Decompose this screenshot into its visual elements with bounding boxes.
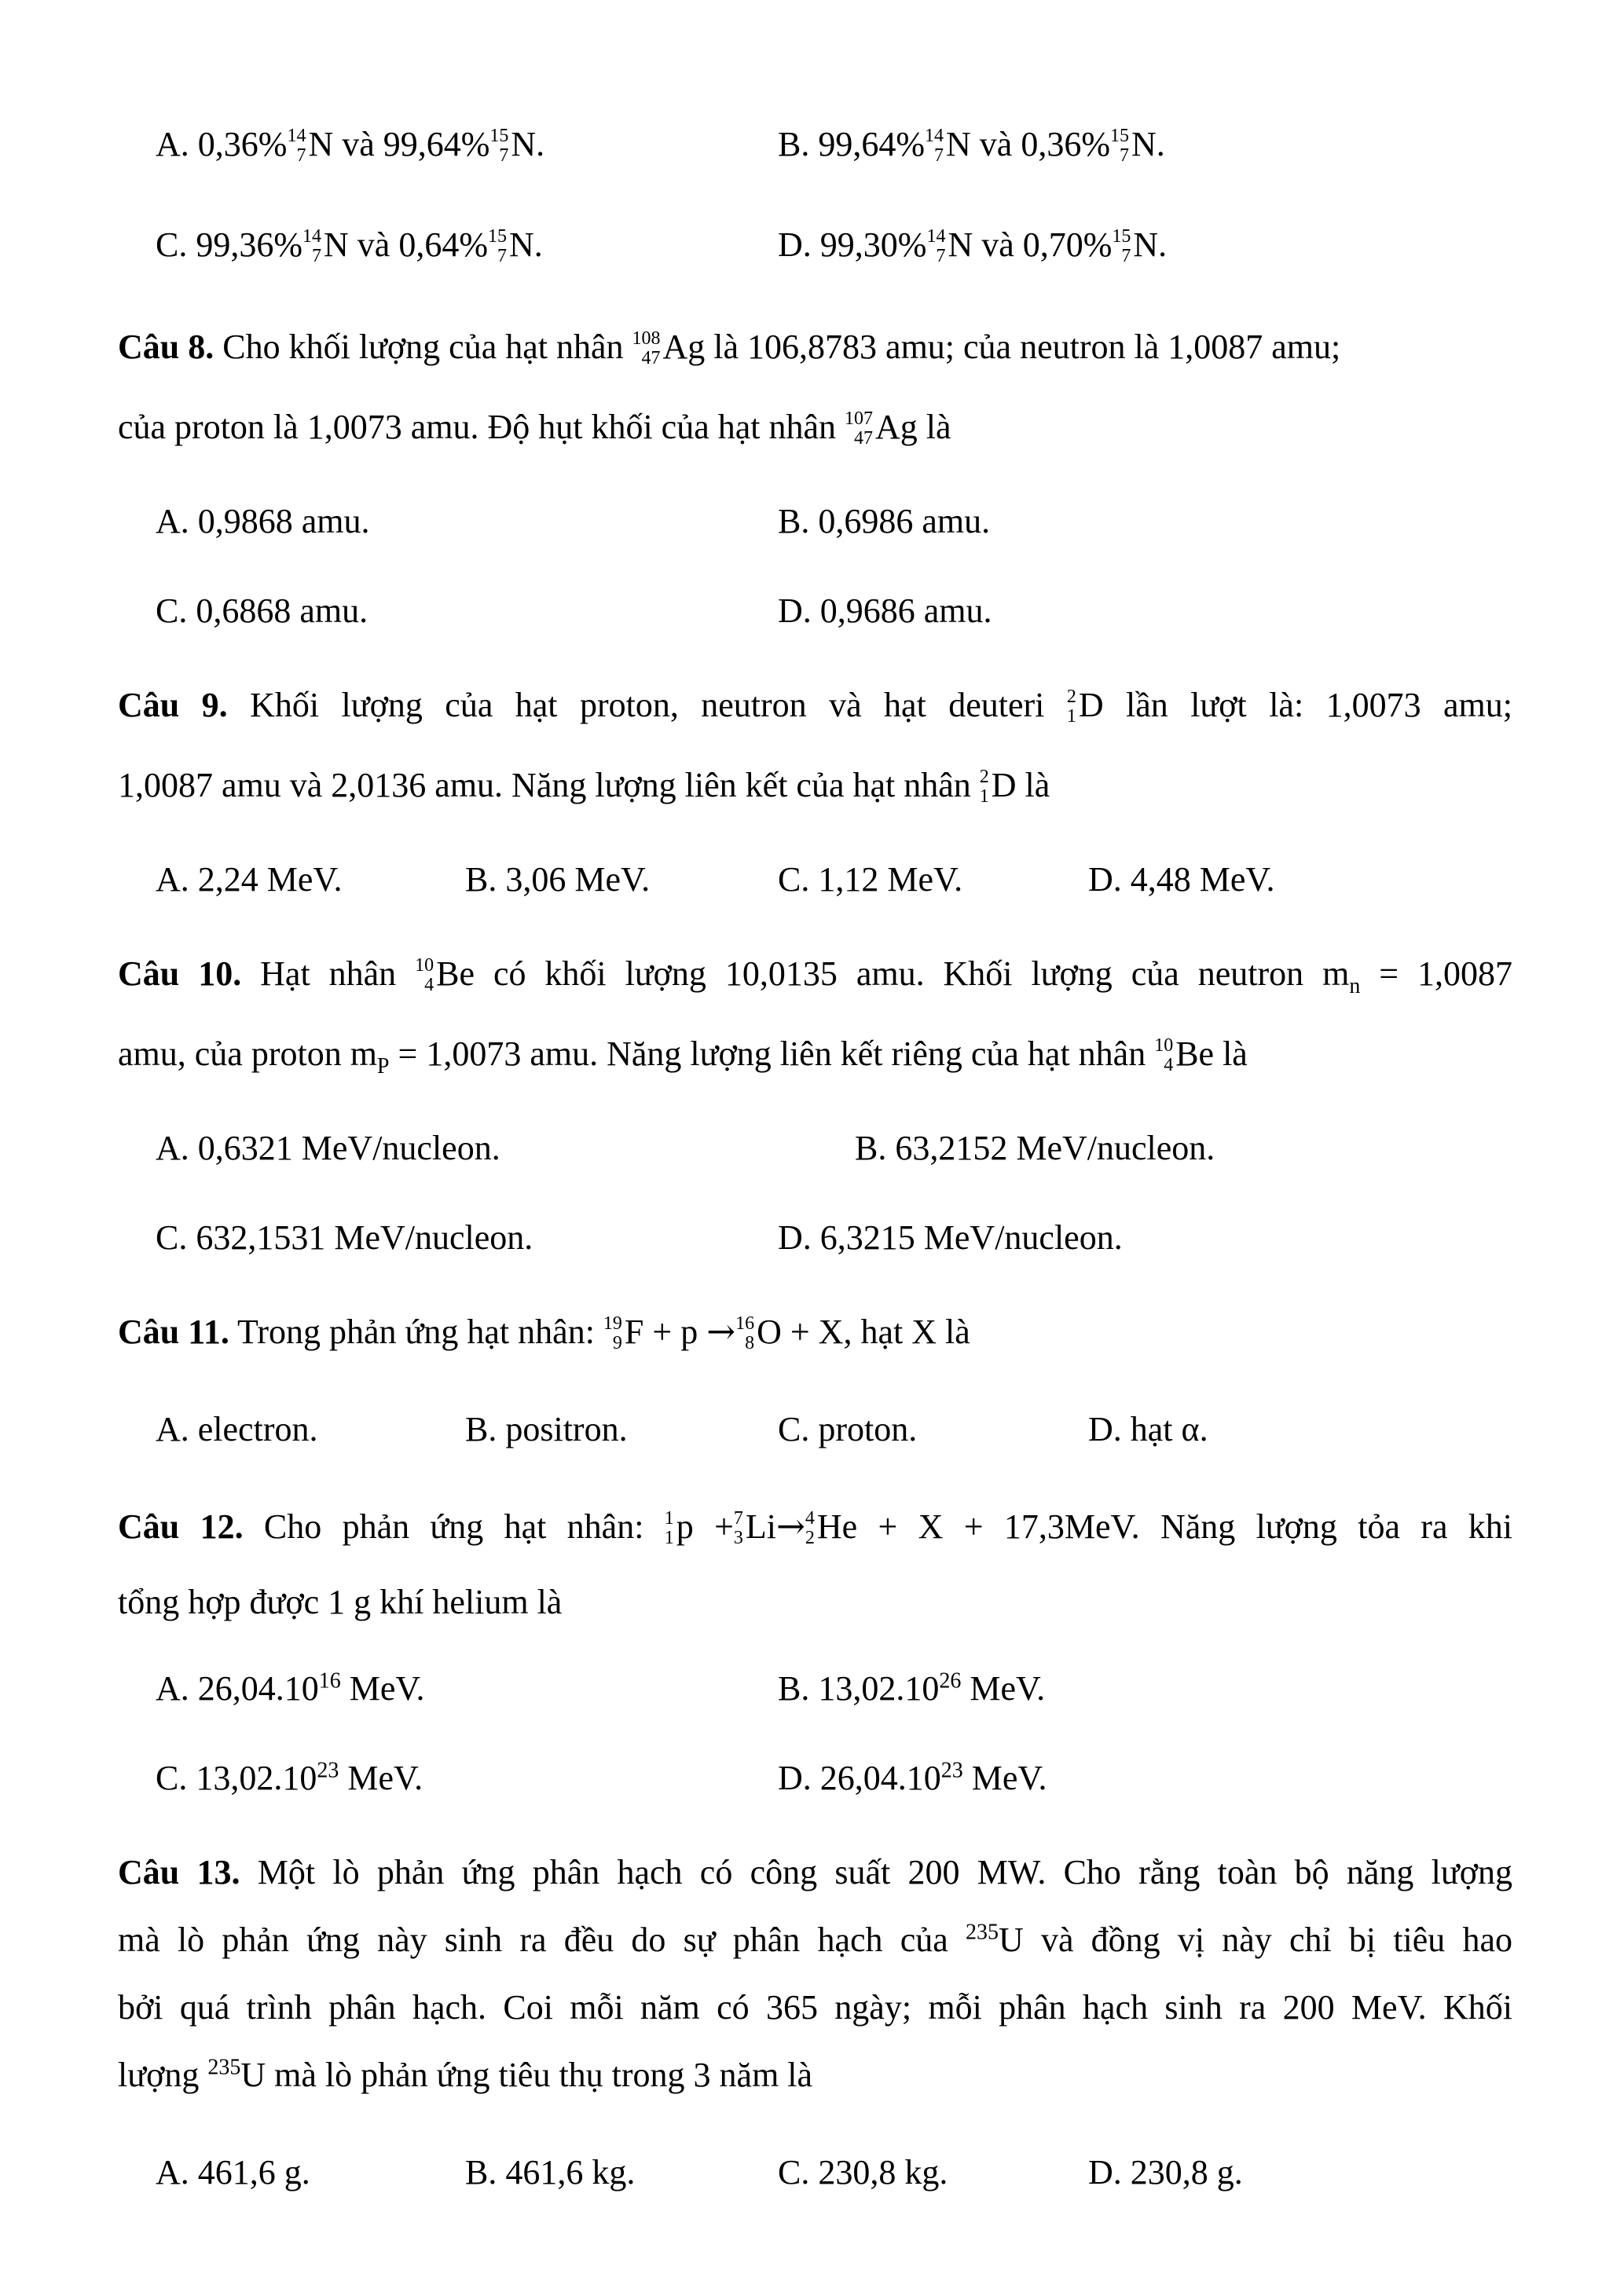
q13-line-4: lượng $^{235}$U mà lò phản ứng tiêu thụ trong 3 năm là bbox=[118, 2055, 813, 2094]
isotope-o16: 16 8 bbox=[735, 1313, 755, 1353]
isotope-ag107: 107 47 bbox=[845, 408, 874, 449]
q12-label: Câu 12. bbox=[118, 1507, 244, 1546]
q10-option-a: A. 0,6321 MeV/nucleon. bbox=[156, 1129, 500, 1167]
q13-option-a: A. 461,6 g. bbox=[156, 2153, 310, 2192]
q10-label: Câu 10. bbox=[118, 954, 242, 993]
q13-option-c: C. 230,8 kg. bbox=[778, 2153, 948, 2192]
q11-line-1: Câu 11. Trong phản ứng hạt nhân: 19 9 F + p → 16 8 O + X, hạt X là bbox=[118, 1312, 970, 1353]
q13-line-3: bởi quá trình phân hạch. Coi mỗi năm có 365 ngày; mỗi phân hạch sinh ra 200 MeV. Khối bbox=[118, 1988, 1512, 2027]
isotope-ag108: 108 47 bbox=[632, 328, 661, 368]
q13-label: Câu 13. bbox=[118, 1853, 240, 1891]
q12-line-2: tổng hợp được 1 g khí helium là bbox=[118, 1583, 563, 1621]
q10-line-1: Câu 10. Hạt nhân 10 4 Be có khối lượng 10,0135 amu. Khối lượng của neutron $m_n = 1,0087$ bbox=[118, 954, 1513, 998]
q7-option-c: C. 99,36% 14 7 N và 0,64% 15 7 N. bbox=[156, 225, 543, 266]
q9-label: Câu 9. bbox=[118, 686, 228, 724]
q11-option-d: D. hạt α. bbox=[1088, 1410, 1208, 1448]
q8-option-c: C. 0,6868 amu. bbox=[156, 591, 368, 630]
isotope-li7: 7 3 bbox=[733, 1507, 743, 1548]
isotope-f19: 19 9 bbox=[603, 1313, 622, 1353]
q12-option-c: C. 13,02.10$^{23}$ MeV. bbox=[156, 1758, 423, 1797]
q7-option-b: B. 99,64% 14 7 N và 0,36% 15 7 N. bbox=[778, 125, 1165, 166]
reaction-arrow: → bbox=[706, 1312, 736, 1352]
q10-option-c: C. 632,1531 MeV/nucleon. bbox=[156, 1218, 533, 1257]
q11-option-b: B. positron. bbox=[465, 1410, 628, 1448]
q12-option-a: A. 26,04.10$^{16}$ MeV. bbox=[156, 1668, 425, 1708]
q11-label: Câu 11. bbox=[118, 1313, 229, 1351]
q10-line-2: amu, của proton $m_P = 1,0073$ amu. Năng lượng liên kết riêng của hạt nhân 10 4 Be là bbox=[118, 1034, 1248, 1078]
isotope-he4: 4 2 bbox=[805, 1507, 815, 1548]
q12-option-d: D. 26,04.10$^{23}$ MeV. bbox=[778, 1758, 1047, 1797]
isotope-n14: 14 7 bbox=[287, 125, 306, 166]
isotope-p1: 1 1 bbox=[664, 1507, 674, 1548]
q9-option-a: A. 2,24 MeV. bbox=[156, 860, 343, 899]
q8-line-2: của proton là 1,0073 amu. Độ hụt khối của hạt nhân 107 47 Ag là bbox=[118, 408, 951, 449]
q9-line-2: 1,0087 amu và 2,0136 amu. Năng lượng liên kết của hạt nhân 2 1 D là bbox=[118, 766, 1050, 807]
q11-option-c: C. proton. bbox=[778, 1410, 918, 1448]
q9-option-b: B. 3,06 MeV. bbox=[465, 860, 651, 899]
q7-option-d: D. 99,30% 14 7 N và 0,70% 15 7 N. bbox=[778, 225, 1168, 266]
q9-line-1: Câu 9. Khối lượng của hạt proton, neutron và hạt deuteri 2 1 D lần lượt là: 1,0073 amu; bbox=[118, 686, 1513, 727]
q13-option-b: B. 461,6 kg. bbox=[465, 2153, 636, 2192]
q13-line-2: mà lò phản ứng này sinh ra đều do sự phân hạch của $^{235}$U và đồng vị này chỉ bị tiêu hao bbox=[118, 1920, 1513, 1959]
q9-option-c: C. 1,12 MeV. bbox=[778, 860, 963, 899]
q8-label: Câu 8. bbox=[118, 328, 214, 366]
q8-option-a: A. 0,9868 amu. bbox=[156, 502, 370, 540]
isotope-be10: 10 4 bbox=[415, 954, 434, 995]
q10-option-b: B. 63,2152 MeV/nucleon. bbox=[855, 1129, 1215, 1167]
isotope-n15: 15 7 bbox=[489, 125, 509, 166]
q13-option-d: D. 230,8 g. bbox=[1088, 2153, 1243, 2192]
q10-option-d: D. 6,3215 MeV/nucleon. bbox=[778, 1218, 1123, 1257]
q9-option-d: D. 4,48 MeV. bbox=[1088, 860, 1275, 899]
q8-option-d: D. 0,9686 amu. bbox=[778, 591, 992, 630]
q8-option-b: B. 0,6986 amu. bbox=[778, 502, 991, 540]
q12-option-b: B. 13,02.10$^{26}$ MeV. bbox=[778, 1668, 1046, 1708]
q7-option-a: A. 0,36% 14 7 N và 99,64% 15 7 N. bbox=[156, 125, 545, 166]
q13-line-1: Câu 13. Một lò phản ứng phân hạch có công suất 200 MW. Cho rằng toàn bộ năng lượng bbox=[118, 1853, 1512, 1891]
q12-line-1: Câu 12. Cho phản ứng hạt nhân: 1 1 p + 7 3 Li→ 4 2 He + X + 17,3MeV. Năng lượng tỏa ra khi bbox=[118, 1507, 1513, 1548]
reaction-arrow: → bbox=[776, 1507, 805, 1547]
q8-line-1: Câu 8. Cho khối lượng của hạt nhân 108 47 Ag là 106,8783 amu; của neutron là 1,0087 amu; bbox=[118, 328, 1341, 368]
q11-option-a: A. electron. bbox=[156, 1410, 318, 1448]
isotope-d2: 2 1 bbox=[1066, 686, 1076, 727]
